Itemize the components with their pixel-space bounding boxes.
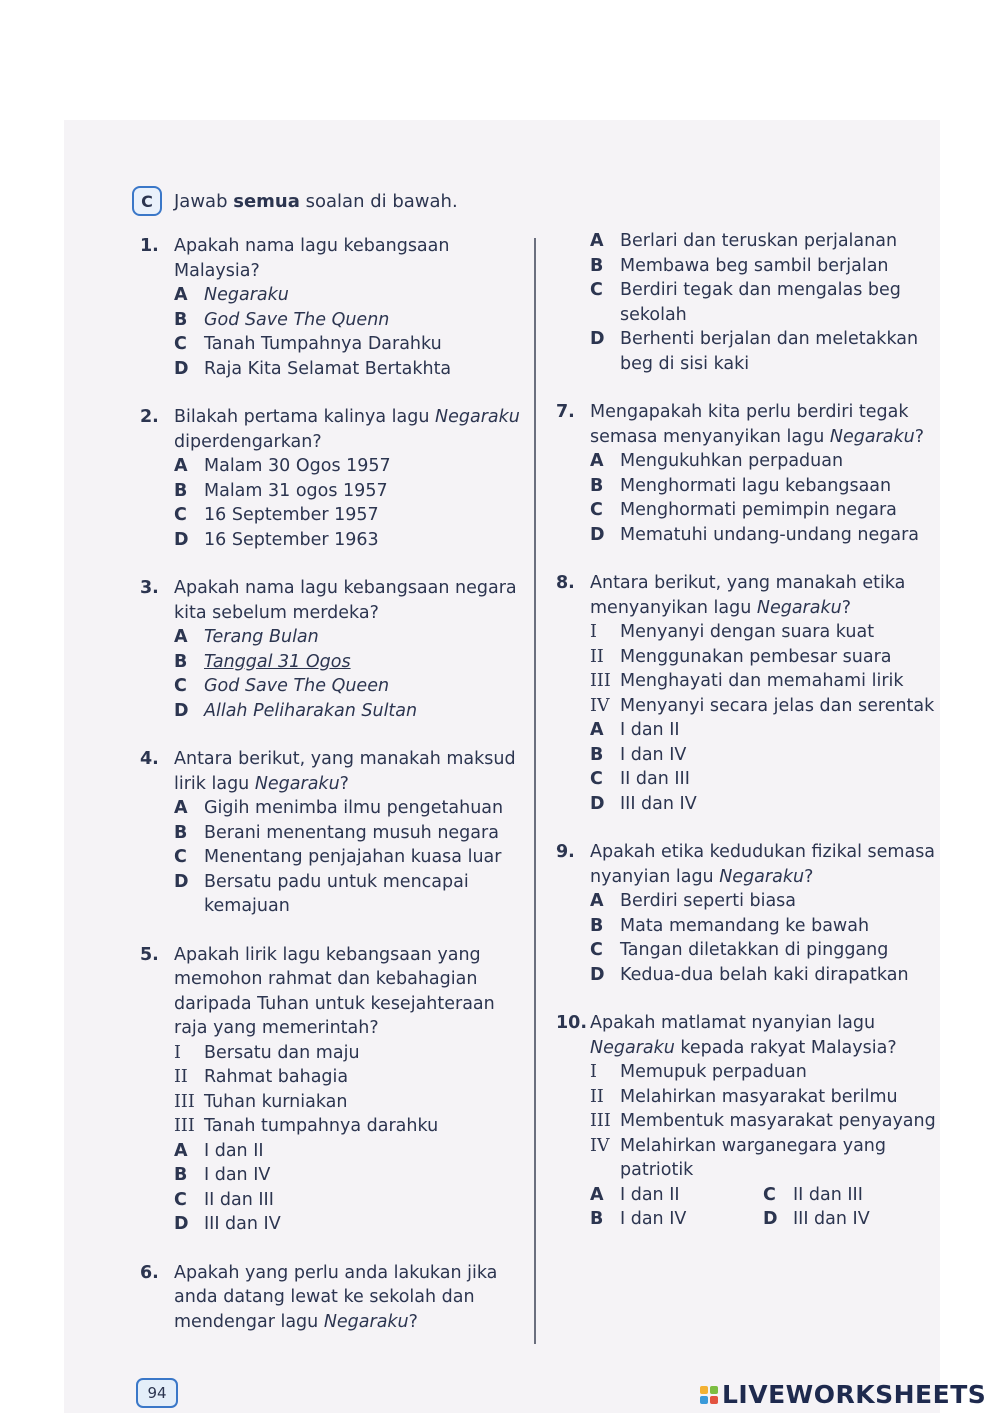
question-2: 2. Bilakah pertama kalinya lagu Negaraku diperdengarkan? A Malam 30 Ogos 1957 B Malam 31 ogos 1957 C 16 September 1957 D 16 September 1963	[140, 405, 520, 552]
roman-item: IV Menyanyi secara jelas dan serentak	[590, 695, 935, 716]
option[interactable]: A Terang Bulan	[174, 627, 319, 647]
roman-item: III Tuhan kurniakan	[174, 1091, 348, 1112]
option[interactable]: C II dan III	[174, 1189, 274, 1210]
option[interactable]: B I dan IV	[174, 1165, 271, 1185]
roman-item: I Memupuk perpaduan	[590, 1062, 807, 1082]
option[interactable]: A I dan II	[590, 1184, 680, 1205]
option[interactable]: B Mata memandang ke bawah	[590, 915, 870, 936]
roman-item: I Menyanyi dengan suara kuat	[590, 622, 875, 642]
brand-text: LIVEWORKSHEETS	[722, 1380, 987, 1409]
option[interactable]: D Bersatu padu untuk mencapai kemajuan	[174, 871, 469, 916]
roman-item: II Menggunakan pembesar suara	[590, 646, 892, 667]
option[interactable]: B Tanggal 31 Ogos	[174, 651, 351, 672]
option[interactable]: A Malam 30 Ogos 1957	[174, 456, 391, 476]
question-text: Apakah lirik lagu kebangsaan yang memohon rahmat dan kebahagian daripada Tuhan untuk kesejahteraan raja yang memerintah?	[174, 944, 495, 1038]
option[interactable]: C Menghormati pemimpin negara	[590, 500, 897, 520]
brand-icon	[700, 1386, 718, 1404]
option[interactable]: D III dan IV	[174, 1214, 281, 1234]
option[interactable]: D Kedua-dua belah kaki dirapatkan	[590, 964, 909, 985]
question-text: Apakah yang perlu anda lakukan jika anda datang lewat ke sekolah dan mendengar lagu Negaraku?	[174, 1262, 498, 1332]
option[interactable]: C II dan III	[590, 769, 690, 789]
option[interactable]: C Tanah Tumpahnya Darahku	[174, 334, 442, 354]
option[interactable]: C God Save The Queen	[174, 676, 390, 696]
option[interactable]: C Tangan diletakkan di pinggang	[590, 940, 889, 960]
option[interactable]: A Negaraku	[174, 285, 289, 305]
option[interactable]: A I dan II	[590, 720, 680, 740]
option[interactable]: B I dan IV	[590, 1209, 687, 1229]
roman-item: II Melahirkan masyarakat berilmu	[590, 1086, 898, 1107]
question-text: Apakah etika kedudukan fizikal semasa nyanyian lagu Negaraku?	[590, 842, 936, 887]
question-10: 10. Apakah matlamat nyanyian lagu Negaraku kepada rakyat Malaysia? I Memupuk perpaduan II Melahirkan masyarakat berilmu III Membentuk masyarakat penyayang IV Melahirkan warganegara yang patriotik A I dan II C II dan III B I dan IV D III dan IV	[556, 1011, 936, 1232]
question-text: Apakah nama lagu kebangsaan negara kita sebelum merdeka?	[174, 578, 517, 623]
option[interactable]: C Menentang penjajahan kuasa luar	[174, 847, 502, 867]
option[interactable]: D Berhenti berjalan dan meletakkan beg di sisi kaki	[590, 329, 919, 374]
roman-item: II Rahmat bahagia	[174, 1067, 349, 1087]
question-5: 5. Apakah lirik lagu kebangsaan yang memohon rahmat dan kebahagian daripada Tuhan untuk kesejahteraan raja yang memerintah? I Bersatu dan maju II Rahmat bahagia III Tuhan kurniakan III Tanah tumpahnya darahku A I dan II B I dan IV C II dan III D III dan IV	[140, 943, 520, 1237]
option[interactable]: A Mengukuhkan perpaduan	[590, 451, 844, 471]
option[interactable]: B I dan IV	[590, 744, 687, 765]
question-text: Mengapakah kita perlu berdiri tegak semasa menyanyikan lagu Negaraku?	[590, 402, 925, 447]
roman-item: III Tanah tumpahnya darahku	[174, 1116, 439, 1136]
section-instruction: Jawab semua soalan di bawah.	[174, 190, 458, 212]
roman-item: III Menghayati dan memahami lirik	[590, 671, 904, 691]
question-text: Antara berikut, yang manakah maksud lirik lagu Negaraku?	[174, 749, 516, 794]
option[interactable]: B Berani menentang musuh negara	[174, 822, 499, 843]
option[interactable]: A I dan II	[174, 1140, 264, 1161]
question-text: Apakah matlamat nyanyian lagu Negaraku kepada rakyat Malaysia?	[590, 1013, 897, 1058]
option[interactable]: B Menghormati lagu kebangsaan	[590, 475, 892, 496]
option[interactable]: A Berlari dan teruskan perjalanan	[590, 231, 898, 251]
roman-item: IV Melahirkan warganegara yang patriotik	[590, 1135, 887, 1180]
question-text: Antara berikut, yang manakah etika menyanyikan lagu Negaraku?	[590, 573, 906, 618]
section-header	[132, 186, 458, 216]
option[interactable]: D Allah Peliharakan Sultan	[174, 700, 418, 721]
column-divider	[534, 238, 536, 1344]
right-column	[556, 229, 936, 1256]
question-1: 1. Apakah nama lagu kebangsaan Malaysia? A Negaraku B God Save The Quenn C Tanah Tumpahnya Darahku D Raja Kita Selamat Bertakhta	[140, 234, 520, 381]
section-badge: C	[132, 186, 162, 216]
option[interactable]: D III dan IV	[763, 1209, 870, 1229]
question-6: 6. Apakah yang perlu anda lakukan jika anda datang lewat ke sekolah dan mendengar lagu Negaraku?	[140, 1261, 520, 1335]
roman-item: I Bersatu dan maju	[174, 1042, 360, 1063]
question-3: 3. Apakah nama lagu kebangsaan negara kita sebelum merdeka? A Terang Bulan B Tanggal 31 Ogos C God Save The Queen D Allah Peliharakan Sultan	[140, 576, 520, 723]
page-number: 94	[136, 1378, 178, 1408]
question-8: 8. Antara berikut, yang manakah etika menyanyikan lagu Negaraku? I Menyanyi dengan suara kuat II Menggunakan pembesar suara III Menghayati dan memahami lirik IV Menyanyi secara jelas dan serentak A I dan II B I dan IV C II dan III D III dan IV	[556, 571, 936, 816]
liveworksheets-logo	[700, 1380, 986, 1409]
option[interactable]: B Malam 31 ogos 1957	[174, 480, 388, 501]
question-7: 7. Mengapakah kita perlu berdiri tegak semasa menyanyikan lagu Negaraku? A Mengukuhkan perpaduan B Menghormati lagu kebangsaan C Menghormati pemimpin negara D Mematuhi undang-undang negara	[556, 400, 936, 547]
option[interactable]: A Berdiri seperti biasa	[590, 891, 797, 911]
option[interactable]: A Gigih menimba ilmu pengetahuan	[174, 798, 504, 818]
question-9: 9. Apakah etika kedudukan fizikal semasa nyanyian lagu Negaraku? A Berdiri seperti biasa B Mata memandang ke bawah C Tangan diletakkan di pinggang D Kedua-dua belah kaki dirapatkan	[556, 840, 936, 987]
question-6-options	[556, 229, 936, 376]
option[interactable]: D Raja Kita Selamat Bertakhta	[174, 358, 452, 379]
option[interactable]: D III dan IV	[590, 793, 697, 814]
question-4: 4. Antara berikut, yang manakah maksud lirik lagu Negaraku? A Gigih menimba ilmu pengetahuan B Berani menentang musuh negara C Menentang penjajahan kuasa luar D Bersatu padu untuk mencapai kemajuan	[140, 747, 520, 919]
roman-item: III Membentuk masyarakat penyayang	[590, 1111, 936, 1131]
question-text: Bilakah pertama kalinya lagu Negaraku diperdengarkan?	[174, 407, 520, 452]
option[interactable]: C 16 September 1957	[174, 505, 379, 525]
option[interactable]: D Mematuhi undang-undang negara	[590, 524, 920, 545]
option[interactable]: B Membawa beg sambil berjalan	[590, 255, 889, 276]
question-text: Apakah nama lagu kebangsaan Malaysia?	[174, 236, 450, 281]
option[interactable]: C II dan III	[763, 1184, 863, 1205]
left-column	[140, 234, 520, 1358]
option[interactable]: D 16 September 1963	[174, 529, 379, 550]
option[interactable]: C Berdiri tegak dan mengalas beg sekolah	[590, 280, 901, 325]
option[interactable]: B God Save The Quenn	[174, 309, 390, 330]
